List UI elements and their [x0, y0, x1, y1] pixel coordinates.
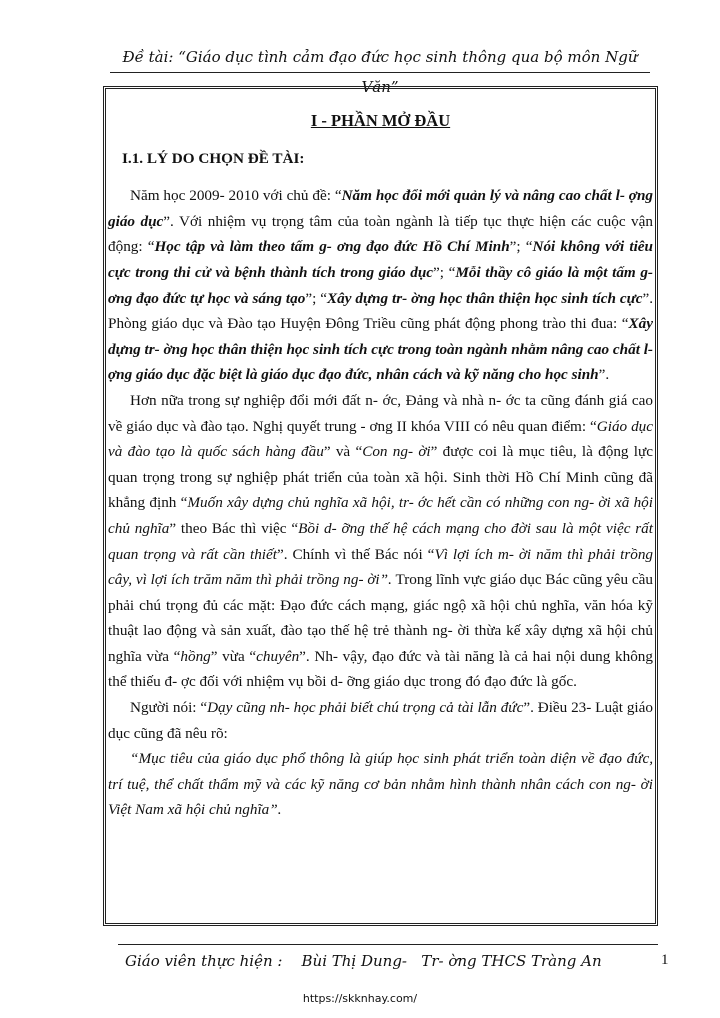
source-url: https://skknhay.com/: [302, 992, 418, 1005]
paragraph-3: Người nói: “Dạy cũng nh- học phải biết chú trọng cả tài lẫn đức”. Điều 23- Luật giáo dục cũng đã nêu rõ:: [108, 699, 653, 742]
page-number: 1: [661, 952, 669, 968]
document-body: [108, 108, 653, 823]
footer-author: Giáo viên thực hiện : Bùi Thị Dung- Tr- ờng THCS Tràng An: [125, 952, 602, 970]
law-quote: “Mục tiêu của giáo dục phổ thông là giúp học sinh phát triển toàn diện về đạo đức, trí tuệ, thể chất thẩm mỹ và các kỹ năng cơ bản nhằm hình thành nhân cách con ng- ời Việt Nam xã hội chủ nghĩa”.: [108, 750, 653, 819]
footer-divider: [118, 944, 658, 945]
subsection-title: I.1. LÝ DO CHỌN ĐỀ TÀI:: [122, 149, 305, 167]
page-header: Đề tài: “Giáo dục tình cảm đạo đức học sinh thông qua bộ môn Ngữ Văn”: [110, 42, 650, 73]
paragraph-1: Năm học 2009- 2010 với chủ đề: “Năm học đổi mới quản lý và nâng cao chất l- ợng giáo dục”. Với nhiệm vụ trọng tâm của toàn ngành là tiếp tục thực hiện các cuộc vận động: “Học tập và làm theo tấm g- ơng đạo đức Hồ Chí Minh”; “Nói không với tiêu cực trong thi cử và bệnh thành tích trong giáo dục”; “Mỗi thầy cô giáo là một tấm g- ơng đạo đức tự học và sáng tạo”; “Xây dựng tr- ờng học thân thiện học sinh tích cực”. Phòng giáo dục và Đào tạo Huyện Đông Triều cũng phát động phong trào thi đua: “Xây dựng tr- ờng học thân thiện học sinh tích cực trong toàn ngành nhằm nâng cao chất l- ợng giáo dục đặc biệt là giáo dục đạo đức, nhân cách và kỹ năng cho học sinh”.: [108, 187, 653, 384]
section-title: I - PHẦN MỞ ĐẦU: [310, 111, 451, 130]
paragraph-2: Hơn nữa trong sự nghiệp đổi mới đất n- ớc, Đảng và nhà n- ớc ta cũng đánh giá cao về giáo dục và đào tạo. Nghị quyết trung - ơng II khóa VIII có nêu quan điểm: “Giáo dục và đào tạo là quốc sách hàng đầu” và “Con ng- ời” được coi là mục tiêu, là động lực quan trọng trong sự nghiệp phát triển của toàn xã hội. Sinh thời Hồ Chí Minh cũng đã khẳng định “Muốn xây dựng chủ nghĩa xã hội, tr- ớc hết cần có những con ng- ời xã hội chủ nghĩa” theo Bác thì việc “Bồi d- ỡng thế hệ cách mạng cho đời sau là một việc rất quan trọng và rất cần thiết”. Chính vì thế Bác nói “Vì lợi ích m- ời năm thì phải trồng cây, vì lợi ích trăm năm thì phải trồng ng- ời”. Trong lĩnh vực giáo dục Bác cũng yêu cầu phải chú trọng đủ các mặt: Đạo đức cách mạng, giác ngộ xã hội chủ nghĩa, văn hóa kỹ thuật lao động và sản xuất, đào tạo thế hệ trẻ thành ng- ời thừa kế xây dựng xã hội chủ nghĩa vừa “hồng” vừa “chuyên”. Nh- vậy, đạo đức và tài năng là cả hai nội dung không thể thiếu đ- ợc đối với nhiệm vụ bồi d- ỡng giáo dục trong đó đạo đức là gốc.: [108, 391, 654, 691]
